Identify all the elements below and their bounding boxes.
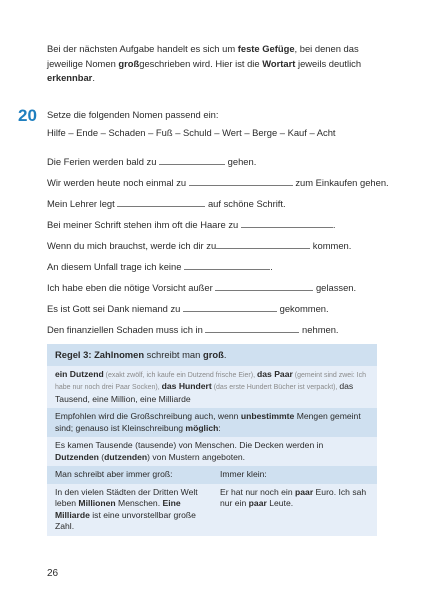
rule-text: Menschen.: [115, 498, 163, 508]
rule-bold: das Hundert: [161, 381, 212, 391]
exercise-task: Setze die folgenden Nomen passend ein:: [47, 109, 219, 120]
rule-text: Er hat nur noch ein: [220, 486, 296, 497]
rule-title-text: .: [223, 349, 227, 360]
rule-text: :: [218, 422, 221, 433]
exercise-line: [47, 197, 286, 209]
line-text: Mein Lehrer legt: [47, 198, 115, 209]
line-text: .: [332, 219, 336, 230]
page-number: 26: [47, 568, 59, 579]
rule-text: Empfohlen wird die Großschreibung auch, wenn: [55, 411, 241, 421]
exercise-line: [47, 155, 256, 167]
rule-text: Leute.: [266, 498, 294, 508]
rule-bold: ein Dutzend: [55, 368, 104, 379]
intro-text: jeweils deutlich: [295, 57, 362, 69]
heading-always-upper: Man schreibt aber immer groß:: [55, 469, 173, 479]
rule-row-recommendation: [47, 408, 377, 437]
intro-bold: groß: [118, 57, 140, 69]
rule-text: Mengen gemeint sind; genauso ist Kleinschreibung: [55, 411, 361, 433]
intro-text: Bei der nächsten Aufgabe handelt es sich um: [47, 43, 238, 54]
rule-title-bold: Regel 3: Zahlnomen: [55, 349, 145, 360]
rule-bold: Dutzenden: [55, 451, 99, 462]
rule-bold: paar: [248, 498, 267, 508]
line-text: An diesem Unfall trage ich keine: [47, 261, 182, 272]
rule-note: (exakt zwölf, ich kaufe ein Dutzend frische Eier),: [103, 371, 257, 379]
blank-gap[interactable]: [241, 218, 333, 228]
line-text: Wenn du mich brauchst, werde ich dir zu: [47, 240, 217, 251]
rule-row-examples: [47, 366, 377, 409]
blank-gap[interactable]: [189, 176, 293, 186]
line-text: Den finanziellen Schaden muss ich in: [47, 324, 203, 335]
intro-text: .: [92, 72, 95, 83]
blank-gap[interactable]: [205, 323, 299, 333]
exercise-line: [47, 302, 329, 314]
example-lower: [212, 484, 377, 536]
line-text: gehen.: [227, 156, 257, 167]
intro-text: , bei denen das jeweilige Nomen: [47, 43, 359, 69]
line-text: Es ist Gott sei Dank niemand zu: [47, 303, 181, 314]
rule-title-text: schreibt man: [144, 349, 203, 360]
rule-bold: paar: [295, 486, 314, 497]
line-text: .: [270, 261, 273, 272]
rule-bold: möglich: [185, 422, 219, 433]
rule-row-headings: [47, 466, 377, 484]
heading-always-lower: Immer klein:: [220, 469, 267, 479]
rule-text: ist eine unvorstellbar große Zahl.: [55, 509, 196, 531]
exercise-line: [47, 281, 356, 293]
exercise-line: [47, 260, 273, 272]
rule-note: (das erste Hundert Bücher ist verpackt),: [211, 384, 340, 391]
word-list: Hilfe – Ende – Schaden – Fuß – Schuld – Wert – Berge – Kauf – Acht: [47, 127, 336, 138]
rule-text: Euro. Ich sah nur ein: [220, 486, 367, 508]
rule-bold: Millionen: [78, 498, 116, 508]
rule-bold: dutzenden: [104, 451, 148, 462]
rule-text: ) von Mustern angeboten.: [147, 451, 246, 462]
blank-gap[interactable]: [184, 260, 270, 270]
rule-title-bold: groß: [202, 349, 224, 360]
exercise-line: [47, 176, 389, 188]
line-text: kommen.: [312, 240, 352, 251]
rule-text: das Tausend, eine Million, eine Milliarde: [55, 381, 354, 404]
rule-text: Es kamen Tausende (tausende) von Menschen. Die Decken werden in: [55, 440, 324, 450]
intro-text: geschrieben wird. Hier ist die: [139, 57, 263, 69]
intro-bold: Wortart: [262, 57, 296, 69]
rule-text: In den vielen Städten der Dritten Welt leben: [55, 486, 198, 508]
exercise-line: [47, 218, 335, 230]
rule-bold: das Paar: [257, 368, 293, 379]
line-text: auf schöne Schrift.: [207, 198, 286, 209]
rule-bold: Eine Milliarde: [55, 498, 181, 520]
rule-title: [47, 344, 377, 366]
blank-gap[interactable]: [215, 281, 313, 291]
example-upper: [47, 484, 212, 536]
line-text: gekommen.: [279, 303, 329, 314]
line-text: gelassen.: [315, 282, 357, 293]
exercise-line: [47, 239, 351, 251]
line-text: Ich habe eben die nötige Vorsicht außer: [47, 282, 213, 293]
rule-row-example-sentence: [47, 437, 377, 466]
blank-gap[interactable]: [117, 197, 205, 207]
rule-text: (: [98, 451, 105, 462]
rule-box: [47, 344, 377, 536]
blank-gap[interactable]: [183, 302, 277, 312]
line-text: zum Einkaufen gehen.: [295, 177, 389, 188]
rule-bold: unbestimmte: [240, 411, 295, 421]
intro-bold: erkennbar: [47, 72, 93, 83]
line-text: Die Ferien werden bald zu: [47, 156, 157, 167]
rule-note: (gemeint sind zwei: Ich habe nur noch drei Paar Socken),: [55, 371, 366, 391]
blank-gap[interactable]: [216, 239, 310, 249]
intro-bold: feste Gefüge: [237, 43, 295, 54]
line-text: nehmen.: [302, 324, 339, 335]
line-text: Wir werden heute noch einmal zu: [47, 177, 187, 188]
blank-gap[interactable]: [159, 155, 225, 165]
intro-paragraph: [47, 42, 392, 86]
exercise-number: 20: [18, 106, 37, 125]
line-text: Bei meiner Schrift stehen ihm oft die Haare zu: [47, 219, 239, 230]
rule-row-comparison: [47, 484, 377, 536]
exercise-line: [47, 323, 339, 335]
